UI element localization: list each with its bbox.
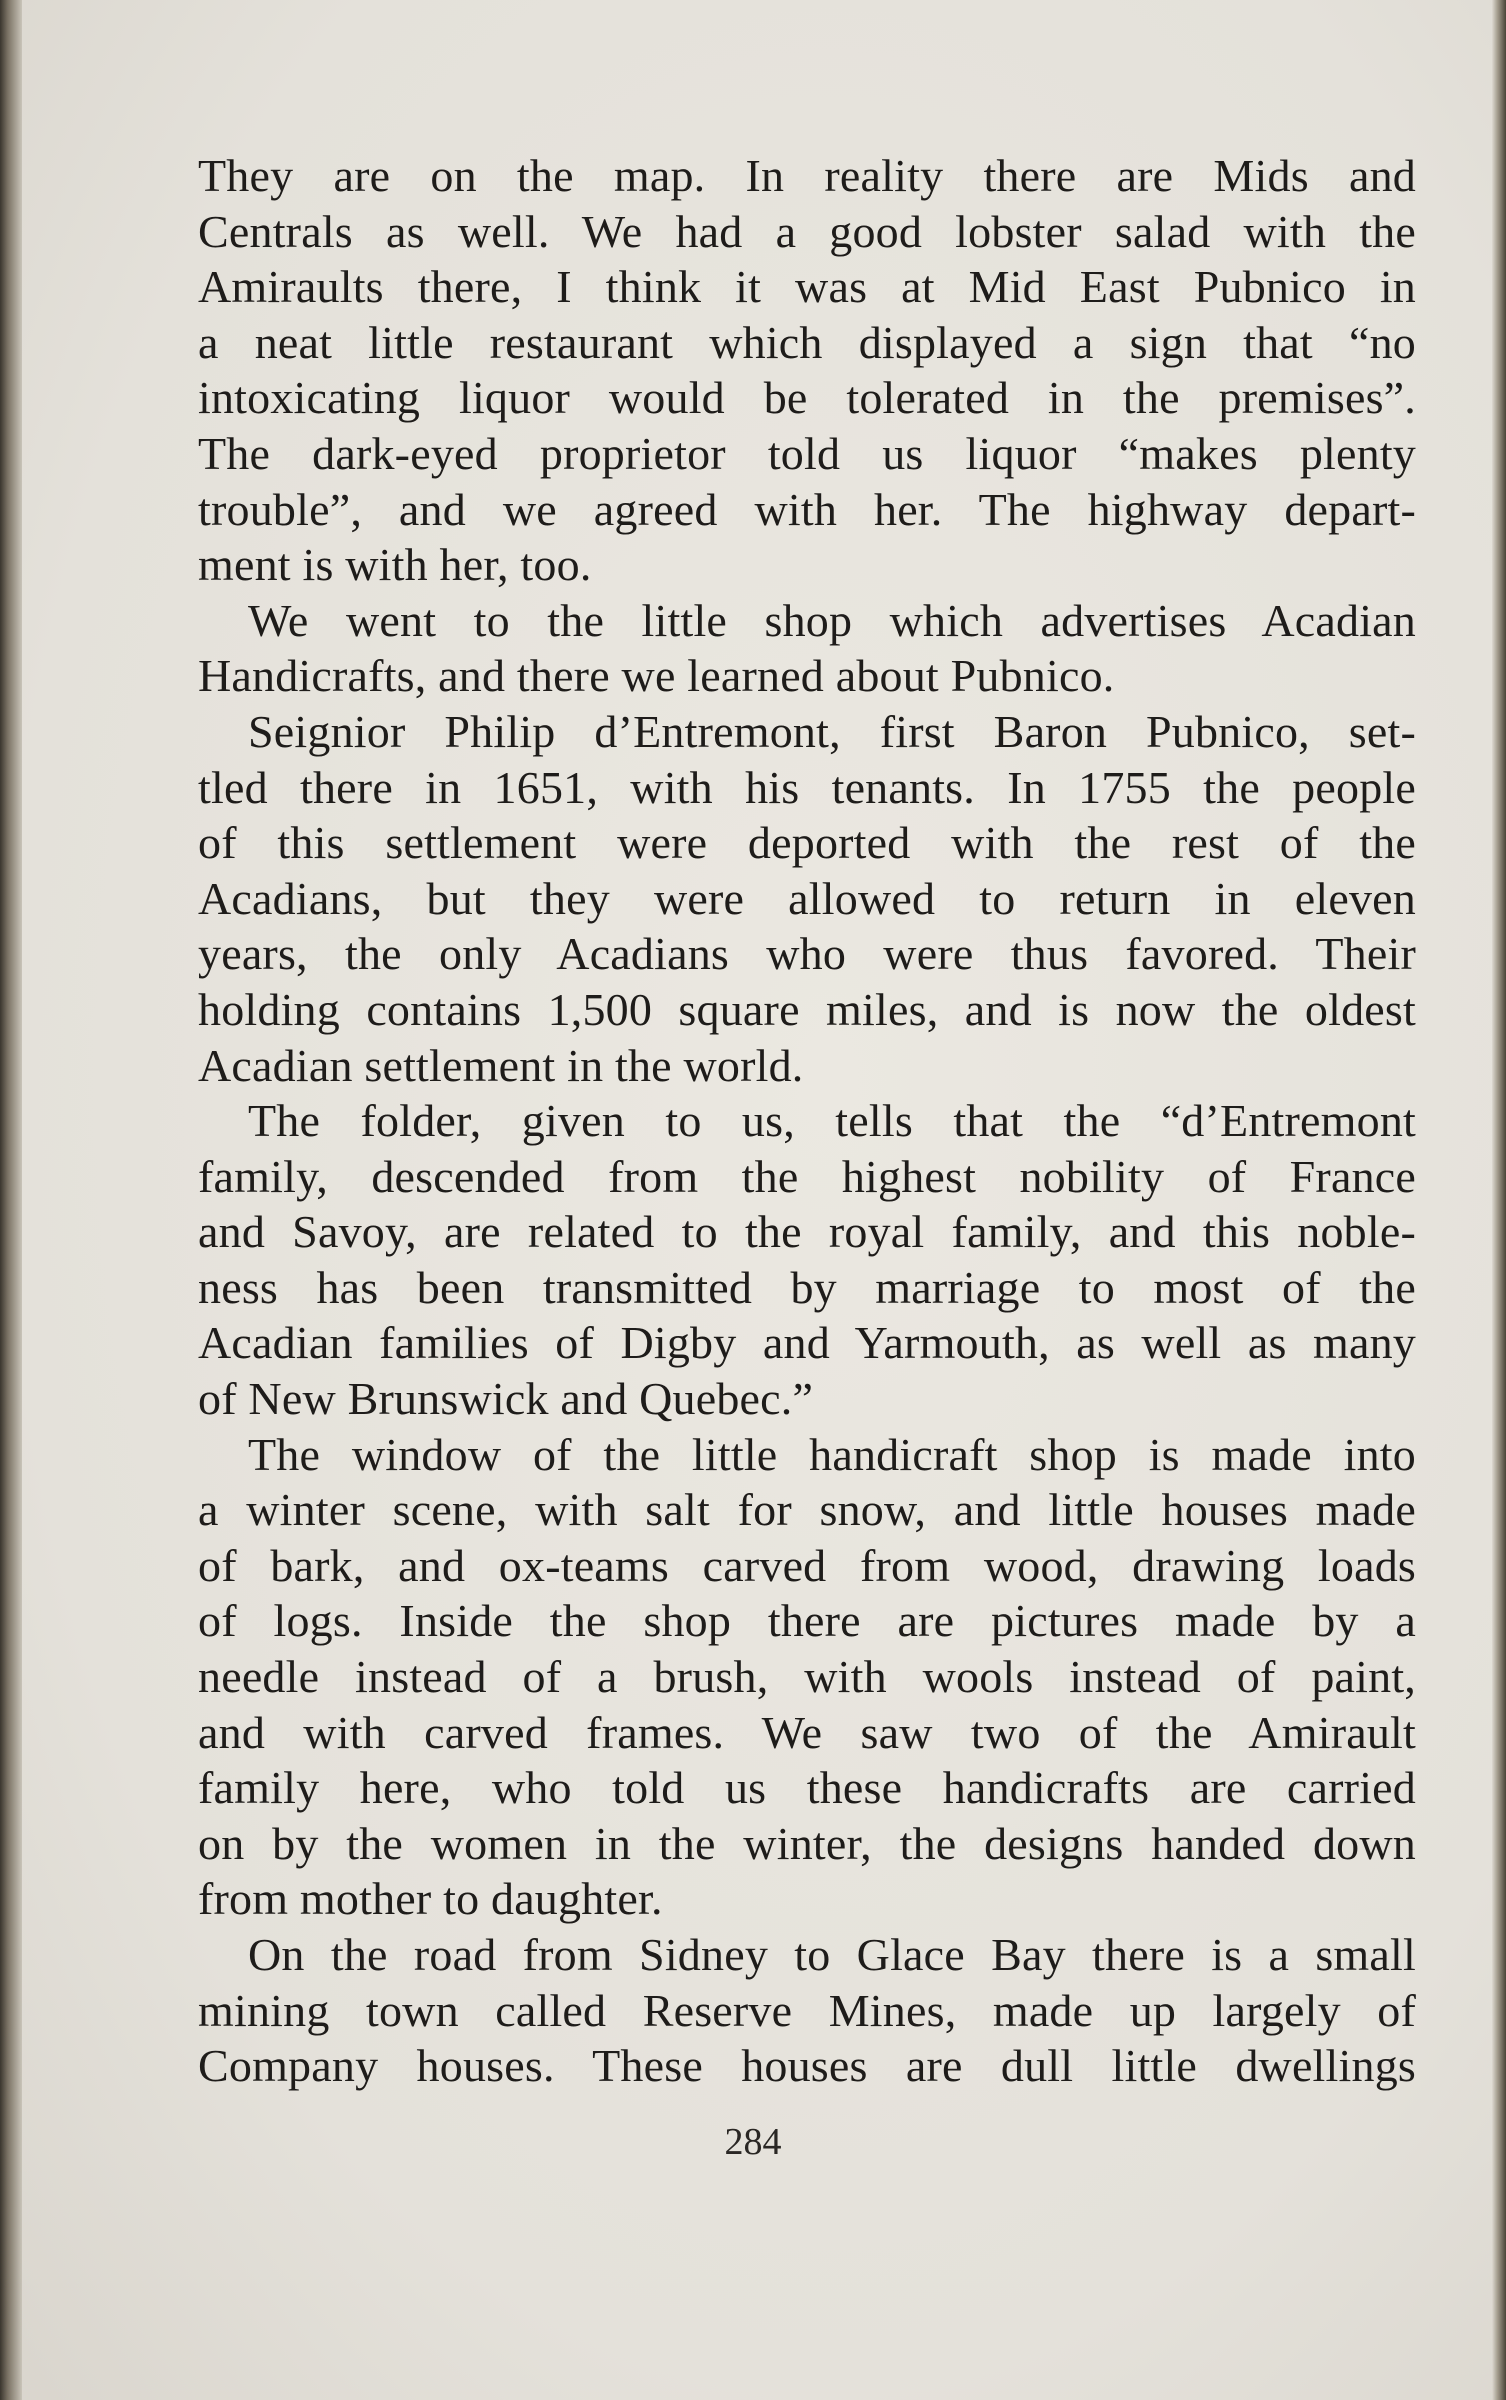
text-line: and Savoy, are related to the royal family, and this noble- xyxy=(198,1206,1416,1258)
paragraph-1 xyxy=(198,148,1416,593)
text-line: a neat little restaurant which displayed a sign that “no xyxy=(198,316,1416,368)
text-line: family, descended from the highest nobility of France xyxy=(198,1150,1416,1202)
text-line: trouble”, and we agreed with her. The highway depart- xyxy=(198,483,1416,535)
text-line: Acadians, but they were allowed to return in eleven xyxy=(198,872,1416,924)
text-line: a winter scene, with salt for snow, and little houses made xyxy=(198,1484,1416,1536)
text-line: on by the women in the winter, the designs handed down xyxy=(198,1817,1416,1869)
text-line: of logs. Inside the shop there are pictures made by a xyxy=(198,1595,1416,1647)
text-line: years, the only Acadians who were thus favored. Their xyxy=(198,928,1416,980)
text-line: Acadian settlement in the world. xyxy=(198,1039,804,1091)
text-line: Seignior Philip d’Entremont, first Baron Pubnico, set- xyxy=(248,705,1416,757)
text-line: of New Brunswick and Quebec.” xyxy=(198,1373,814,1425)
text-line: Handicrafts, and there we learned about Pubnico. xyxy=(198,650,1115,702)
text-line: Acadian families of Digby and Yarmouth, as well as many xyxy=(198,1317,1416,1369)
page-right-edge-shadow xyxy=(1492,0,1506,2400)
text-line: The window of the little handicraft shop is made into xyxy=(248,1428,1416,1480)
body-text xyxy=(198,148,1416,2094)
paragraph-6 xyxy=(198,1927,1416,2094)
text-line: ment is with her, too. xyxy=(198,539,592,591)
page-left-edge-shadow xyxy=(0,0,22,2400)
text-line: of bark, and ox-teams carved from wood, drawing loads xyxy=(198,1539,1416,1591)
text-line: They are on the map. In reality there are Mids and xyxy=(198,150,1416,201)
paragraph-2 xyxy=(198,593,1416,704)
text-line: mining town called Reserve Mines, made up largely of xyxy=(198,1984,1416,2036)
paragraph-4 xyxy=(198,1093,1416,1427)
text-line: We went to the little shop which advertises Acadian xyxy=(248,594,1416,646)
text-line: Amiraults there, I think it was at Mid East Pubnico in xyxy=(198,261,1416,313)
text-line: The folder, given to us, tells that the “d’Entremont xyxy=(248,1095,1416,1147)
paragraph-5 xyxy=(198,1427,1416,1927)
text-line: The dark-eyed proprietor told us liquor “makes plenty xyxy=(198,427,1416,479)
text-line: tled there in 1651, with his tenants. In 1755 the people xyxy=(198,761,1416,813)
text-line: holding contains 1,500 square miles, and is now the oldest xyxy=(198,983,1416,1035)
text-line: ness has been transmitted by marriage to most of the xyxy=(198,1261,1416,1313)
page-number: 284 xyxy=(724,2121,782,2163)
text-line: from mother to daughter. xyxy=(198,1873,663,1925)
text-line: On the road from Sidney to Glace Bay there is a small xyxy=(248,1929,1416,1980)
text-line: and with carved frames. We saw two of the Amirault xyxy=(198,1706,1416,1758)
text-line: Centrals as well. We had a good lobster salad with the xyxy=(198,205,1416,257)
paragraph-3 xyxy=(198,704,1416,1093)
text-line: needle instead of a brush, with wools instead of paint, xyxy=(198,1651,1416,1703)
text-line: Company houses. These houses are dull little dwellings xyxy=(198,2040,1416,2092)
text-line: of this settlement were deported with the rest of the xyxy=(198,817,1416,869)
text-line: intoxicating liquor would be tolerated in the premises”. xyxy=(198,372,1416,424)
text-line: family here, who told us these handicrafts are carried xyxy=(198,1762,1416,1814)
